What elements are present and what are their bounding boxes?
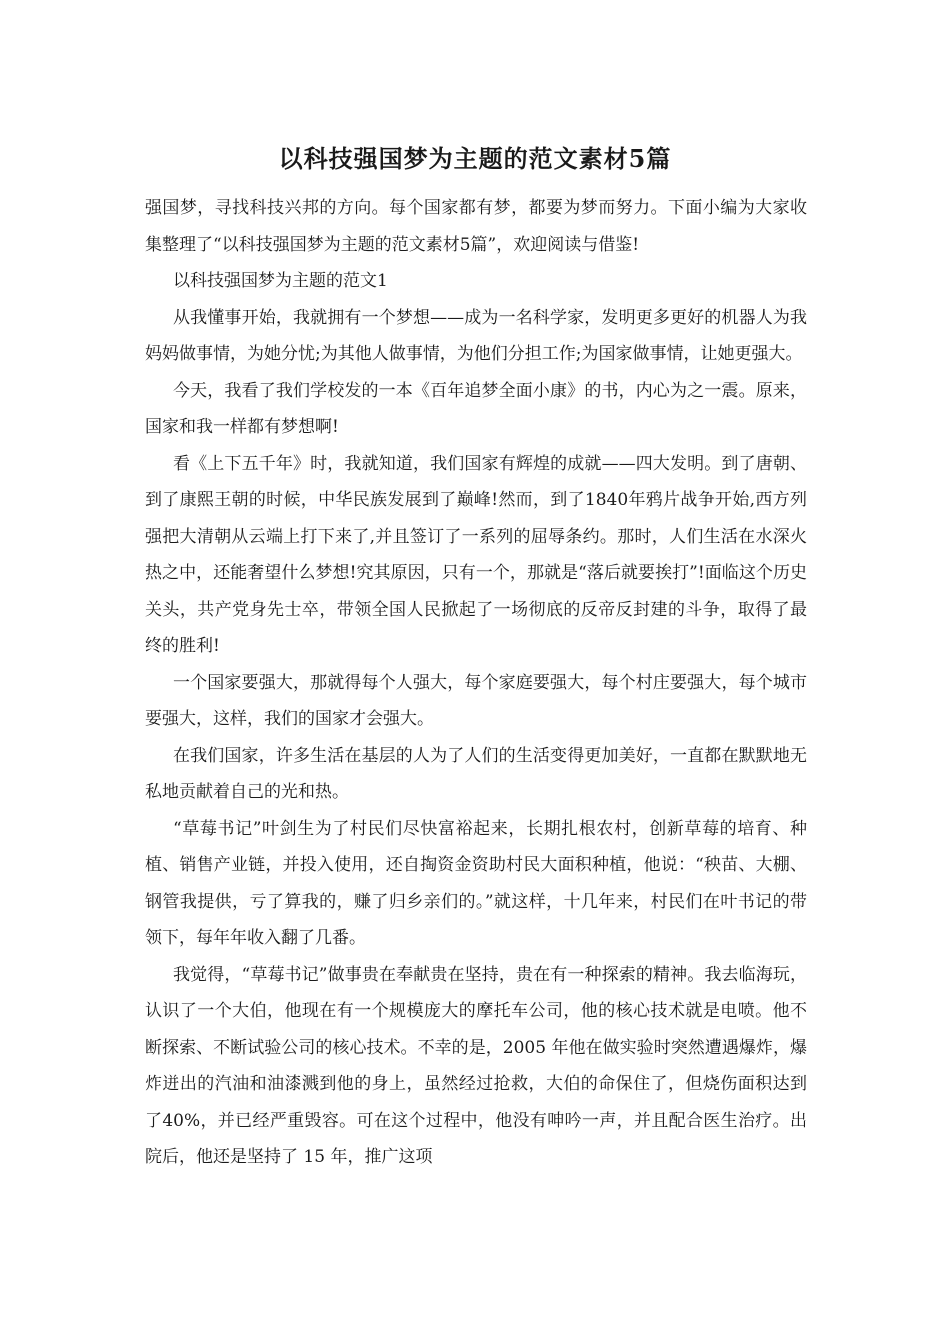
body-paragraph: 在我们国家，许多生活在基层的人为了人们的生活变得更加美好，一直都在默默地无私地贡献着自己的光和热。 — [145, 745, 807, 802]
document-title: 以科技强国梦为主题的范文素材5篇 — [278, 144, 672, 173]
body-paragraph: 一个国家要强大，那就得每个人强大，每个家庭要强大，每个村庄要强大，每个城市要强大，这样，我们的国家才会强大。 — [145, 672, 807, 729]
section-heading: 以科技强国梦为主题的范文1 — [173, 271, 388, 291]
body-paragraph: 我觉得，“草莓书记”做事贵在奉献贵在坚持，贵在有一种探索的精神。我去临海玩，认识了一个大伯，他现在有一个规模庞大的摩托车公司，他的核心技术就是电喷。他不断探索、不断试验公司的核心技术。不幸的是，2005 年他在做实验时突然遭遇爆炸，爆炸迸出的汽油和油漆溅到他的身上，虽然经过抢救，大伯的命保住了，但烧伤面积达到了40%，并已经严重毁容。可在这个过程中，他没有呻吟一声，并且配合医生治疗。出院后，他还是坚持了 15 年，推广这项 — [145, 964, 807, 1167]
document-body — [145, 190, 807, 1176]
body-paragraph: 看《上下五千年》时，我就知道，我们国家有辉煌的成就——四大发明。到了唐朝、到了康熙王朝的时候，中华民族发展到了巅峰!然而，到了1840年鸦片战争开始,西方列强把大清朝从云端上打下来了,并且签订了一系列的屈辱条约。那时，人们生活在水深火热之中，还能奢望什么梦想!究其原因，只有一个，那就是“落后就要挨打”!面临这个历史关头，共产党身先士卒，带领全国人民掀起了一场彻底的反帝反封建的斗争，取得了最终的胜利! — [145, 453, 807, 656]
body-paragraph: “草莓书记”叶剑生为了村民们尽快富裕起来，长期扎根农村，创新草莓的培育、种植、销售产业链，并投入使用，还自掏资金资助村民大面积种植，他说：“秧苗、大棚、钢管我提供，亏了算我的，赚了归乡亲们的。”就这样，十几年来，村民们在叶书记的带领下，每年年收入翻了几番。 — [145, 818, 807, 948]
intro-paragraph: 强国梦，寻找科技兴邦的方向。每个国家都有梦，都要为梦而努力。下面小编为大家收集整理了“以科技强国梦为主题的范文素材5篇”，欢迎阅读与借鉴! — [145, 198, 807, 255]
body-paragraph: 今天，我看了我们学校发的一本《百年追梦全面小康》的书，内心为之一震。原来，国家和我一样都有梦想啊! — [145, 380, 807, 437]
body-paragraph: 从我懂事开始，我就拥有一个梦想——成为一名科学家，发明更多更好的机器人为我妈妈做事情，为她分忧;为其他人做事情，为他们分担工作;为国家做事情，让她更强大。 — [145, 307, 807, 364]
